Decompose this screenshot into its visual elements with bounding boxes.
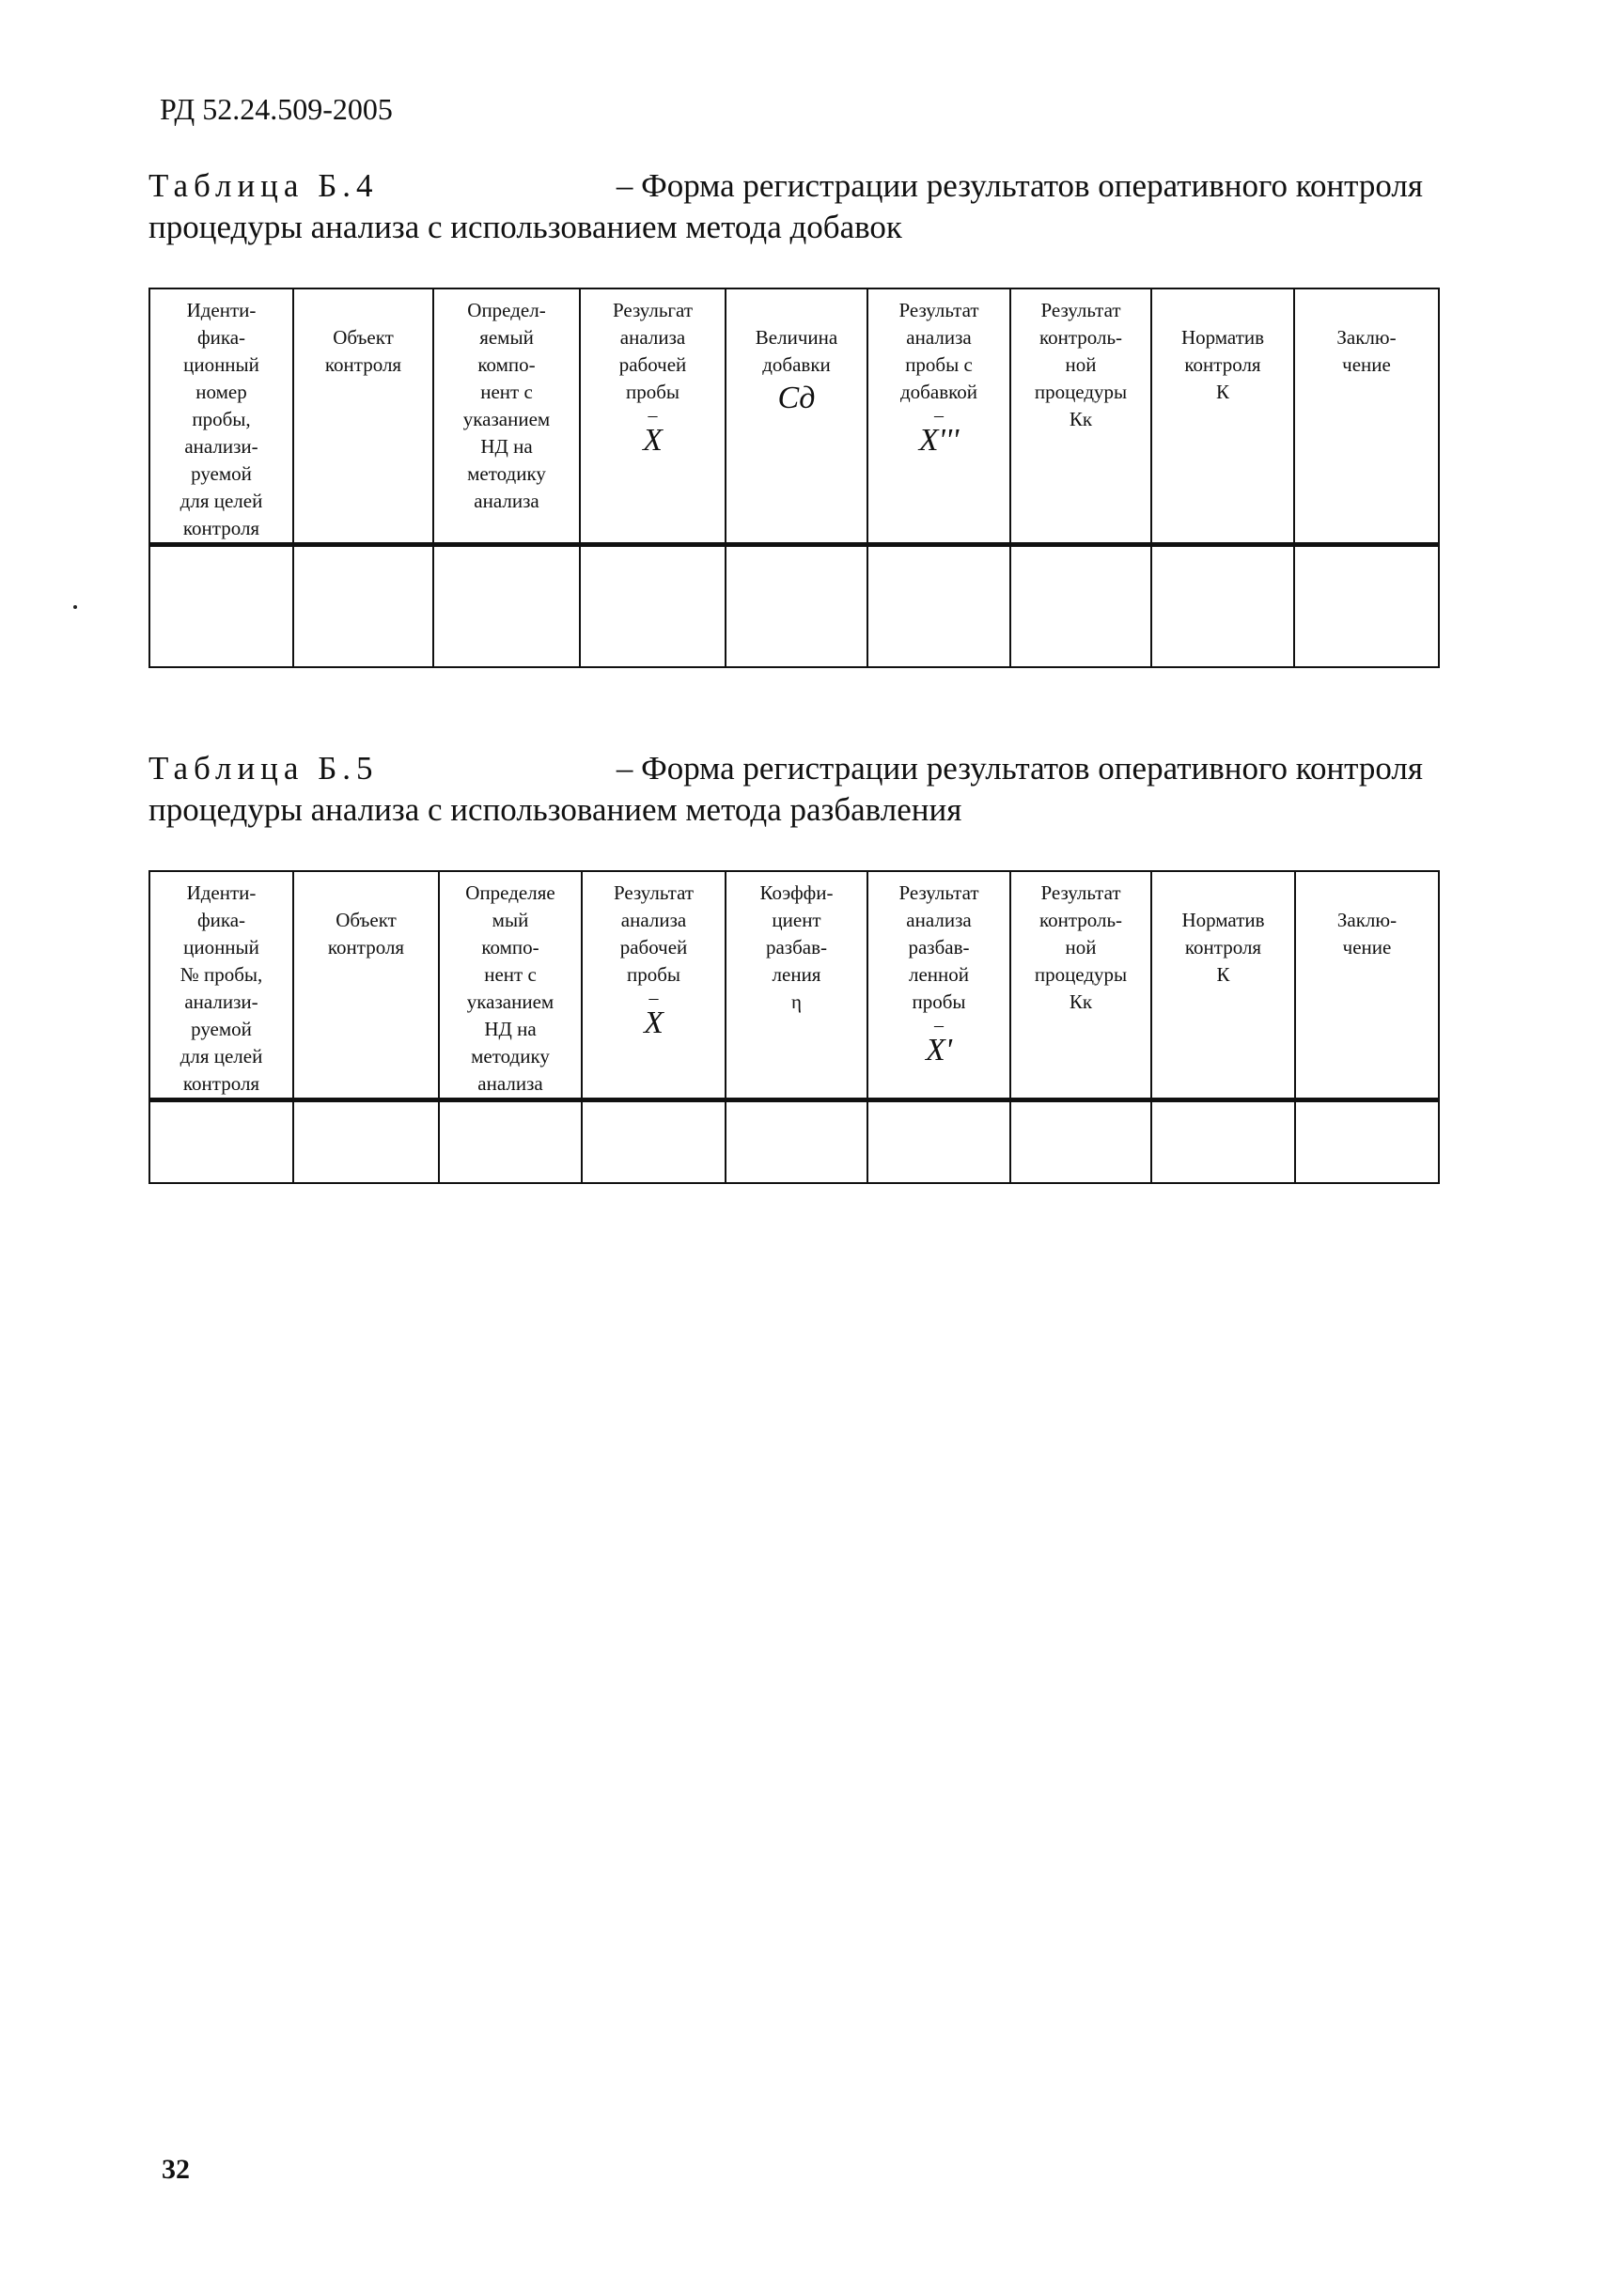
table-row: [149, 1100, 1439, 1183]
header-working-sample-result: Результат анализа рабочей пробы: [613, 881, 695, 986]
table-cell-empty[interactable]: [149, 1100, 293, 1183]
table-cell-empty[interactable]: [293, 545, 433, 667]
header-component: Определ- яемый компо- нент с указанием НД на методику анализа: [462, 299, 551, 512]
header-control-object: Объект контроля: [327, 909, 405, 958]
table-cell-empty[interactable]: [433, 545, 580, 667]
header-sample-id: Иденти- фика- ционный № пробы, анализи- руемой для целей контроля: [180, 881, 263, 1095]
table-cell-empty[interactable]: [149, 545, 293, 667]
header-conclusion: Заклю- чение: [1336, 909, 1398, 958]
table-b5-header-cell: [439, 871, 582, 1100]
header-control-norm: Норматив контроля К: [1181, 909, 1265, 986]
page-number: 32: [162, 2154, 190, 2185]
table-cell-empty[interactable]: [726, 545, 867, 667]
table-b5-caption-line2: процедуры анализа с использованием метода разбавления: [148, 791, 962, 828]
header-control-procedure-result: Результат контроль- ной процедуры Кк: [1034, 299, 1128, 430]
table-b4-header-cell: [433, 288, 580, 545]
table-cell-empty[interactable]: [439, 1100, 582, 1183]
table-b5-header-cell: [149, 871, 293, 1100]
table-b4-caption-line2: процедуры анализа с использованием метода добавок: [148, 209, 902, 245]
table-cell-empty[interactable]: [867, 1100, 1010, 1183]
overline-mark: –: [648, 405, 658, 426]
table-b4-header-cell: [867, 288, 1010, 545]
table-b4-header-cell: [1010, 288, 1151, 545]
table-row: [149, 545, 1439, 667]
table-cell-empty[interactable]: [1294, 545, 1439, 667]
header-control-procedure-result: Результат контроль- ной процедуры Кк: [1034, 881, 1128, 1013]
header-dilution-coefficient: Коэффи- циент разбав- ления η: [759, 881, 834, 1013]
table-cell-empty[interactable]: [582, 1100, 726, 1183]
header-control-norm: Норматив контроля К: [1180, 326, 1265, 403]
symbol-x-triple-prime: X''': [918, 423, 960, 458]
header-control-object: Объект контроля: [324, 326, 402, 376]
header-additive-value: Величина добавки: [755, 326, 838, 376]
table-cell-empty[interactable]: [867, 545, 1010, 667]
table-b5-header-cell: [867, 871, 1010, 1100]
table-b5-header-cell: [582, 871, 726, 1100]
table-b4-header-cell: [293, 288, 433, 545]
table-cell-empty[interactable]: [726, 1100, 867, 1183]
overline-mark: –: [934, 1015, 944, 1036]
overline-mark: –: [934, 405, 944, 426]
symbol-c-d: Cд: [777, 381, 816, 415]
table-b4-caption-label: Таблица Б.4: [148, 167, 379, 204]
table-b4-header-cell: [1151, 288, 1294, 545]
header-sample-id: Иденти- фика- ционный номер пробы, анализи- руемой для целей контроля: [180, 299, 263, 539]
header-sample-with-additive-result: Результат анализа пробы с добавкой: [898, 299, 979, 403]
table-cell-empty[interactable]: [1151, 1100, 1295, 1183]
scan-speck: [73, 605, 77, 609]
document-code: РД 52.24.509-2005: [160, 92, 393, 126]
table-cell-empty[interactable]: [293, 1100, 439, 1183]
table-b5-header-cell: [726, 871, 867, 1100]
table-cell-empty[interactable]: [1010, 1100, 1151, 1183]
table-b4: [148, 288, 1440, 668]
table-b5-header-cell: [1010, 871, 1151, 1100]
table-cell-empty[interactable]: [1151, 545, 1294, 667]
header-diluted-sample-result: Результат анализа разбав- ленной пробы: [898, 881, 979, 1013]
table-b4-header-cell: [1294, 288, 1439, 545]
table-b5-caption-label: Таблица Б.5: [148, 750, 379, 787]
table-b5-caption: [148, 748, 1423, 831]
header-working-sample-result: Резульгат анализа рабочей пробы: [612, 299, 694, 403]
table-b5: [148, 870, 1440, 1184]
overline-mark: –: [648, 988, 659, 1008]
table-cell-empty[interactable]: [580, 545, 726, 667]
table-b5-header-cell: [293, 871, 439, 1100]
table-b5-caption-title: – Форма регистрации результатов оперативного контроля: [616, 750, 1423, 787]
symbol-x-bar: X: [643, 423, 663, 458]
table-b4-caption: [148, 165, 1423, 248]
table-b5-header-row: [149, 871, 1439, 1100]
table-cell-empty[interactable]: [1295, 1100, 1439, 1183]
table-b4-header-cell: [149, 288, 293, 545]
table-b5-header-cell: [1151, 871, 1295, 1100]
symbol-x-prime: X': [925, 1033, 953, 1068]
symbol-x-bar: X: [644, 1005, 664, 1040]
table-b4-header-cell: [580, 288, 726, 545]
table-cell-empty[interactable]: [1010, 545, 1151, 667]
header-component: Определяе мый компо- нент с указанием НД на методику анализа: [465, 881, 555, 1095]
table-b4-header-cell: [726, 288, 867, 545]
table-b5-header-cell: [1295, 871, 1439, 1100]
table-b4-header-row: [149, 288, 1439, 545]
table-b4-caption-title: – Форма регистрации результатов оперативного контроля: [616, 167, 1423, 204]
header-conclusion: Заклю- чение: [1336, 326, 1397, 376]
